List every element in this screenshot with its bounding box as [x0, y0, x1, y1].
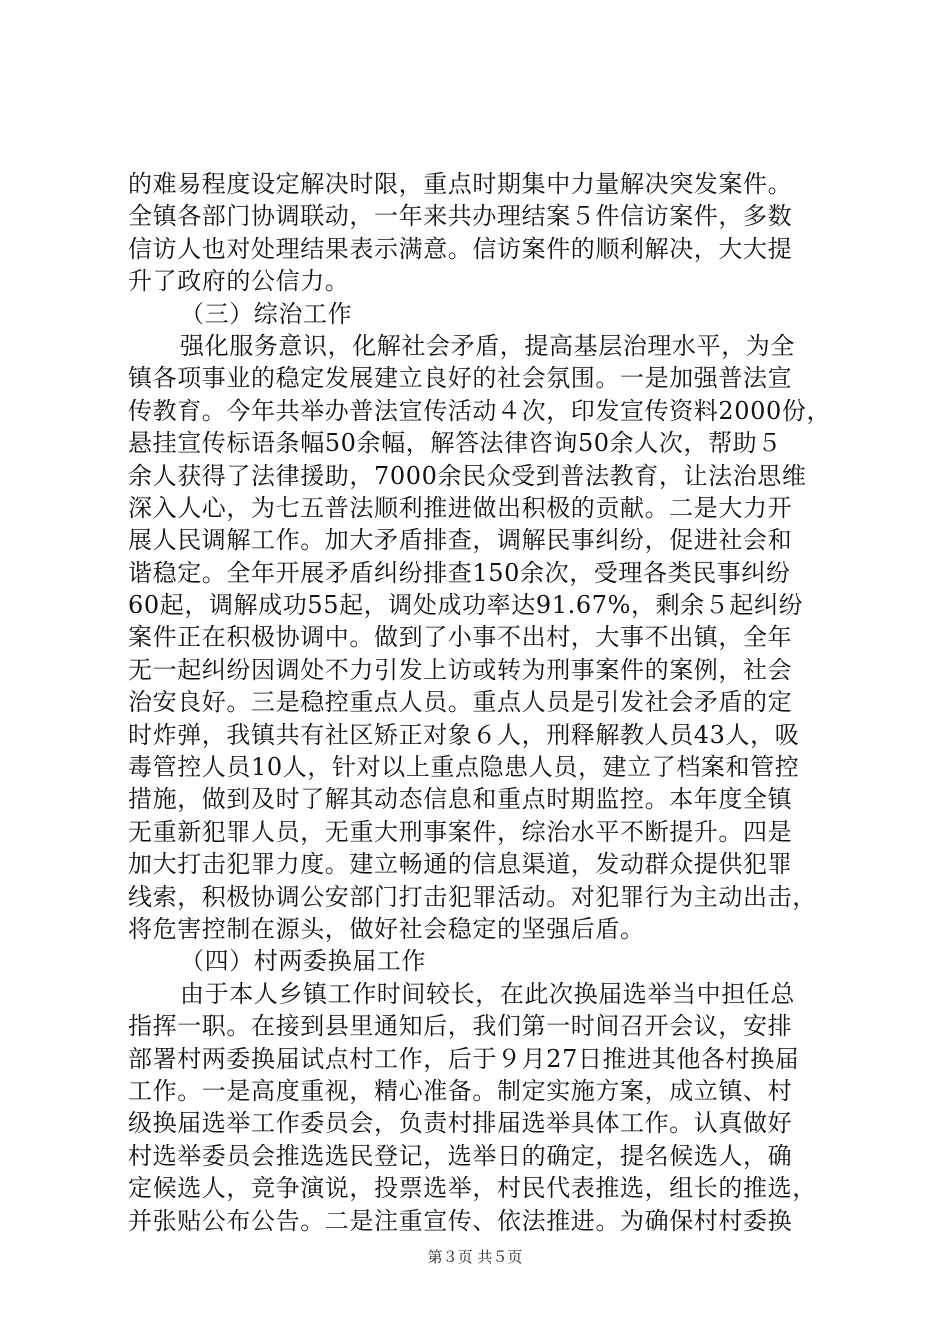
text-line: （四）村两委换届工作 — [180, 947, 426, 976]
text-line: 悬挂宣传标语条幅50余幅，解答法律咨询50余人次，帮助５ — [128, 429, 782, 458]
text-line: 镇各项事业的稳定发展建立良好的社会氛围。一是加强普法宣 — [128, 364, 793, 393]
text-line: 治安良好。三是稳控重点人员。重点人员是引发社会矛盾的定 — [128, 688, 793, 717]
text-line: 案件正在积极协调中。做到了小事不出村，大事不出镇，全年 — [128, 623, 793, 652]
text-line: 工作。一是高度重视，精心准备。制定实施方案，成立镇、村 — [128, 1076, 793, 1105]
paragraph — [128, 298, 828, 330]
text-line: 传教育。今年共举办普法宣传活动４次，印发宣传资料2000份， — [128, 396, 832, 425]
text-line: 定候选人，竞争演说，投票选举，村民代表推选，组长的推选， — [128, 1174, 817, 1203]
text-line: 信访人也对处理结果表示满意。信访案件的顺利解决，大大提 — [128, 234, 793, 263]
text-line: 村选举委员会推选选民登记，选举日的确定，提名候选人，确 — [128, 1141, 793, 1170]
text-line: 部署村两委换届试点村工作，后于９月27日推进其他各村换届 — [128, 1044, 800, 1073]
text-line: 时炸弹，我镇共有社区矫正对象６人，刑释解教人员43人，吸 — [128, 720, 800, 749]
text-line: 无一起纠纷因调处不力引发上访或转为刑事案件的案例，社会 — [128, 655, 793, 684]
paragraph — [128, 945, 828, 977]
text-line: 升了政府的公信力。 — [128, 267, 350, 296]
text-line: 加大打击犯罪力度。建立畅通的信息渠道，发动群众提供犯罪 — [128, 850, 793, 879]
paragraph — [128, 168, 828, 298]
text-line: 毒管控人员10人，针对以上重点隐患人员，建立了档案和管控 — [128, 753, 800, 782]
text-line: 60起，调解成功55起，调处成功率达91.67%，剩余５起纠纷 — [128, 591, 804, 620]
text-line: 无重新犯罪人员，无重大刑事案件，综治水平不断提升。四是 — [128, 817, 793, 846]
paragraph — [128, 978, 828, 1237]
text-line: 将危害控制在源头，做好社会稳定的坚强后盾。 — [128, 914, 645, 943]
text-line: 展人民调解工作。加大矛盾排查，调解民事纠纷，促进社会和 — [128, 526, 793, 555]
text-line: 并张贴公布公告。二是注重宣传、依法推进。为确保村村委换 — [128, 1206, 793, 1235]
text-line: 措施，做到及时了解其动态信息和重点时期监控。本年度全镇 — [128, 785, 793, 814]
text-line: 强化服务意识，化解社会矛盾，提高基层治理水平，为全 — [180, 331, 795, 360]
text-line: 指挥一职。在接到县里通知后，我们第一时间召开会议，安排 — [128, 1012, 793, 1041]
text-line: 由于本人乡镇工作时间较长，在此次换届选举当中担任总 — [180, 979, 795, 1008]
text-line: 级换届选举工作委员会，负责村排届选举具体工作。认真做好 — [128, 1109, 793, 1138]
text-line: （三）综治工作 — [180, 299, 353, 328]
text-line: 线索，积极协调公安部门打击犯罪活动。对犯罪行为主动出击， — [128, 882, 817, 911]
text-line: 余人获得了法律援助，7000余民众受到普法教育，让法治思维 — [128, 461, 807, 490]
text-line: 谐稳定。全年开展矛盾纠纷排查150余次，受理各类民事纠纷 — [128, 558, 791, 587]
document-body — [128, 168, 832, 1237]
paragraph — [128, 330, 832, 945]
text-line: 全镇各部门协调联动，一年来共办理结案５件信访案件，多数 — [128, 202, 793, 231]
page-footer — [0, 1246, 950, 1267]
text-line: 的难易程度设定解决时限，重点时期集中力量解决突发案件。 — [128, 170, 793, 198]
text-line: 深入人心，为七五普法顺利推进做出积极的贡献。二是大力开 — [128, 493, 793, 522]
page-number: 第３页 共５页 — [427, 1248, 523, 1266]
